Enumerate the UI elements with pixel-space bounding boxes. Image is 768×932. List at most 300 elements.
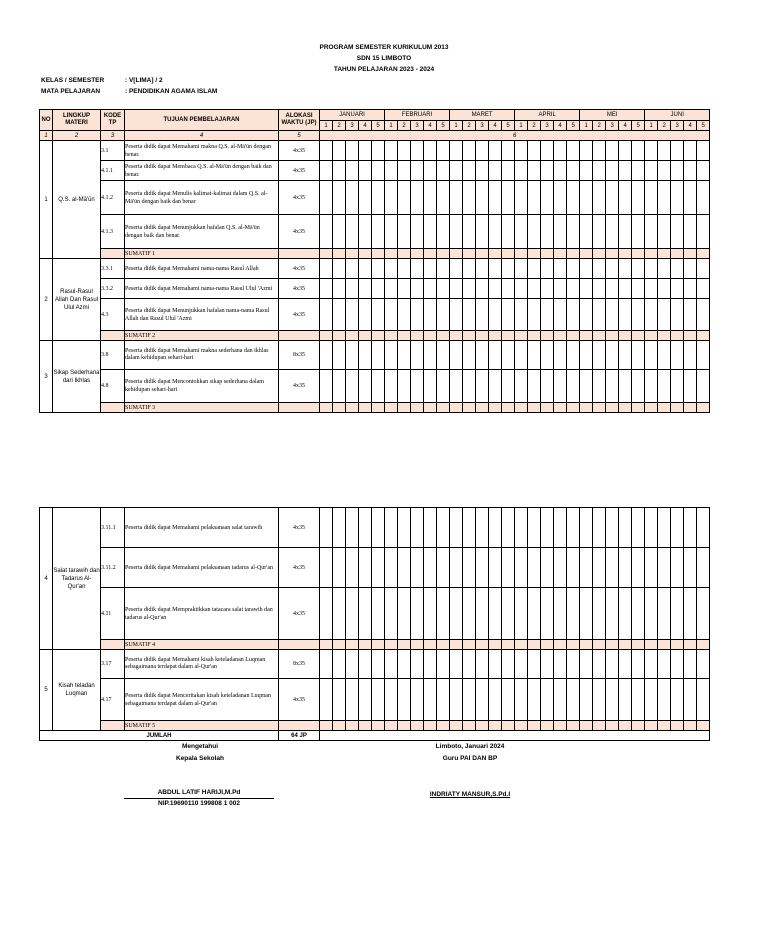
week-cell	[684, 370, 697, 403]
week-cell	[528, 548, 541, 588]
week-cell	[398, 588, 411, 640]
sumatif-row	[40, 331, 710, 341]
week-cell	[320, 650, 333, 679]
week-cell	[645, 259, 658, 279]
week-cell	[619, 259, 632, 279]
week-cell	[528, 279, 541, 299]
week-cell	[346, 249, 359, 259]
week-cell	[398, 403, 411, 413]
kode-tp: 4.1.1	[101, 161, 125, 181]
week-header: 5	[437, 121, 450, 131]
week-cell	[476, 259, 489, 279]
week-cell	[398, 721, 411, 731]
sumatif-row	[40, 640, 710, 650]
week-cell	[632, 141, 645, 161]
week-cell	[450, 279, 463, 299]
week-cell	[515, 299, 528, 331]
tujuan-pembelajaran: Peserta didik dapat Memahami pelaksanaan salat tarawih	[125, 508, 279, 548]
sumatif-row	[40, 249, 710, 259]
week-cell	[528, 249, 541, 259]
kode-tp: 4.3	[101, 299, 125, 331]
kode-tp: 3.17	[101, 650, 125, 679]
week-cell	[658, 141, 671, 161]
week-cell	[528, 181, 541, 215]
week-header: 1	[580, 121, 593, 131]
week-cell	[502, 249, 515, 259]
col-tujuan: TUJUAN PEMBELAJARAN	[125, 110, 279, 131]
table-row	[40, 650, 710, 679]
week-cell	[645, 508, 658, 548]
week-cell	[580, 548, 593, 588]
week-cell	[437, 279, 450, 299]
week-cell	[515, 548, 528, 588]
week-cell	[333, 215, 346, 249]
week-cell	[476, 721, 489, 731]
week-cell	[567, 588, 580, 640]
tujuan-pembelajaran: Peserta didik dapat Memahami pelaksanaan tadarus al-Qur'an	[125, 548, 279, 588]
alokasi-waktu: 8x35	[279, 650, 320, 679]
program-table-top	[39, 109, 710, 413]
week-cell	[541, 679, 554, 721]
week-cell	[463, 640, 476, 650]
week-cell	[372, 299, 385, 331]
week-cell	[645, 331, 658, 341]
week-cell	[489, 259, 502, 279]
week-cell	[619, 679, 632, 721]
alokasi-waktu: 4x35	[279, 548, 320, 588]
week-cell	[580, 370, 593, 403]
week-cell	[385, 279, 398, 299]
week-cell	[333, 249, 346, 259]
week-cell	[463, 215, 476, 249]
week-cell	[697, 679, 710, 721]
week-cell	[567, 548, 580, 588]
week-cell	[359, 640, 372, 650]
week-cell	[411, 161, 424, 181]
week-cell	[515, 341, 528, 370]
sig-left-name: ABDUL LATIF HARIJI,M.Pd	[157, 789, 241, 796]
week-cell	[580, 331, 593, 341]
week-cell	[684, 508, 697, 548]
week-cell	[658, 679, 671, 721]
week-cell	[541, 181, 554, 215]
sig-left-title1: Mengetahui	[181, 743, 219, 750]
week-cell	[697, 299, 710, 331]
week-cell	[450, 341, 463, 370]
week-cell	[398, 161, 411, 181]
week-header: 3	[606, 121, 619, 131]
week-cell	[606, 215, 619, 249]
colnum: 6	[320, 131, 710, 141]
week-cell	[372, 370, 385, 403]
week-cell	[411, 640, 424, 650]
week-cell	[424, 299, 437, 331]
week-cell	[476, 299, 489, 331]
week-cell	[554, 370, 567, 403]
week-cell	[424, 331, 437, 341]
week-cell	[346, 279, 359, 299]
week-cell	[632, 370, 645, 403]
week-cell	[632, 341, 645, 370]
week-cell	[554, 259, 567, 279]
week-cell	[593, 161, 606, 181]
week-cell	[554, 299, 567, 331]
sumatif-label: SUMATIF 2	[125, 331, 279, 341]
week-cell	[489, 161, 502, 181]
week-cell	[489, 341, 502, 370]
week-cell	[346, 650, 359, 679]
week-cell	[632, 215, 645, 249]
week-cell	[593, 650, 606, 679]
week-cell	[333, 161, 346, 181]
week-cell	[619, 403, 632, 413]
week-cell	[619, 640, 632, 650]
week-cell	[541, 259, 554, 279]
week-cell	[320, 640, 333, 650]
week-cell	[515, 640, 528, 650]
week-cell	[333, 341, 346, 370]
week-cell	[320, 279, 333, 299]
alokasi-waktu: 4x35	[279, 370, 320, 403]
week-cell	[346, 721, 359, 731]
week-cell	[411, 548, 424, 588]
week-cell	[450, 548, 463, 588]
kode-tp: 4.17	[101, 679, 125, 721]
week-cell	[580, 650, 593, 679]
week-cell	[437, 181, 450, 215]
week-cell	[671, 161, 684, 181]
week-cell	[567, 721, 580, 731]
unit-no: 1	[40, 141, 53, 259]
kode-tp: 3.11.1	[101, 508, 125, 548]
week-cell	[502, 161, 515, 181]
week-cell	[619, 721, 632, 731]
week-cell	[567, 370, 580, 403]
week-cell	[619, 299, 632, 331]
week-cell	[489, 721, 502, 731]
week-cell	[593, 403, 606, 413]
week-cell	[671, 650, 684, 679]
week-cell	[632, 721, 645, 731]
week-cell	[632, 299, 645, 331]
week-cell	[671, 299, 684, 331]
week-cell	[359, 141, 372, 161]
week-cell	[632, 161, 645, 181]
week-cell	[502, 215, 515, 249]
alokasi-waktu: 4x35	[279, 259, 320, 279]
week-cell	[372, 650, 385, 679]
table-row	[40, 299, 710, 331]
week-cell	[502, 259, 515, 279]
week-cell	[398, 508, 411, 548]
week-cell	[424, 548, 437, 588]
week-cell	[606, 679, 619, 721]
week-cell	[385, 640, 398, 650]
week-cell	[684, 331, 697, 341]
week-header: 3	[671, 121, 684, 131]
mapel-label: MATA PELAJARAN	[41, 88, 101, 95]
week-cell	[645, 548, 658, 588]
table-row	[40, 259, 710, 279]
week-cell	[684, 679, 697, 721]
week-cell	[697, 721, 710, 731]
week-cell	[450, 181, 463, 215]
week-cell	[359, 403, 372, 413]
week-cell	[541, 141, 554, 161]
week-cell	[515, 279, 528, 299]
week-cell	[593, 249, 606, 259]
week-cell	[437, 249, 450, 259]
week-cell	[658, 548, 671, 588]
table-row	[40, 215, 710, 249]
week-cell	[411, 141, 424, 161]
week-cell	[567, 650, 580, 679]
week-cell	[619, 279, 632, 299]
week-header: 1	[450, 121, 463, 131]
week-header: 4	[619, 121, 632, 131]
week-header: 1	[385, 121, 398, 131]
week-cell	[359, 548, 372, 588]
week-cell	[671, 331, 684, 341]
week-cell	[541, 640, 554, 650]
month-header: JUNI	[645, 110, 710, 121]
week-cell	[450, 259, 463, 279]
week-cell	[606, 161, 619, 181]
week-cell	[697, 640, 710, 650]
week-cell	[632, 588, 645, 640]
week-cell	[502, 721, 515, 731]
week-cell	[619, 341, 632, 370]
week-cell	[437, 370, 450, 403]
week-cell	[684, 640, 697, 650]
week-cell	[554, 341, 567, 370]
week-cell	[606, 259, 619, 279]
week-cell	[645, 141, 658, 161]
sumatif-label: SUMATIF 1	[125, 249, 279, 259]
week-cell	[502, 640, 515, 650]
week-cell	[619, 508, 632, 548]
kode-tp: 3.1	[101, 141, 125, 161]
kode-tp: 4.11	[101, 588, 125, 640]
week-cell	[567, 249, 580, 259]
week-cell	[320, 548, 333, 588]
week-cell	[320, 215, 333, 249]
week-cell	[515, 181, 528, 215]
month-header: JANUARI	[320, 110, 385, 121]
week-cell	[567, 215, 580, 249]
week-cell	[437, 403, 450, 413]
week-cell	[346, 161, 359, 181]
week-cell	[476, 650, 489, 679]
week-cell	[476, 279, 489, 299]
week-cell	[463, 341, 476, 370]
week-cell	[541, 548, 554, 588]
week-cell	[489, 650, 502, 679]
week-cell	[632, 548, 645, 588]
week-cell	[411, 679, 424, 721]
table-row	[40, 279, 710, 299]
tujuan-pembelajaran: Peserta didik dapat Menulis kalimat-kalimat dalam Q.S. al-Mā'ūn dengan baik dan benar	[125, 181, 279, 215]
week-cell	[671, 249, 684, 259]
week-cell	[528, 259, 541, 279]
alokasi-waktu: 4x35	[279, 215, 320, 249]
week-cell	[320, 161, 333, 181]
week-cell	[398, 259, 411, 279]
week-cell	[580, 161, 593, 181]
week-cell	[645, 161, 658, 181]
month-header: MEI	[580, 110, 645, 121]
week-cell	[359, 259, 372, 279]
week-cell	[632, 508, 645, 548]
week-cell	[580, 299, 593, 331]
week-header: 3	[346, 121, 359, 131]
week-cell	[476, 508, 489, 548]
week-cell	[515, 721, 528, 731]
week-cell	[528, 161, 541, 181]
week-cell	[463, 650, 476, 679]
week-cell	[385, 588, 398, 640]
week-cell	[619, 215, 632, 249]
week-cell	[528, 403, 541, 413]
week-cell	[502, 403, 515, 413]
week-cell	[567, 299, 580, 331]
week-cell	[476, 370, 489, 403]
week-cell	[450, 403, 463, 413]
week-cell	[411, 341, 424, 370]
sumatif-row	[40, 721, 710, 731]
week-cell	[541, 403, 554, 413]
week-cell	[684, 181, 697, 215]
week-cell	[684, 721, 697, 731]
week-cell	[489, 331, 502, 341]
colnum: 5	[279, 131, 320, 141]
week-cell	[528, 679, 541, 721]
week-cell	[450, 161, 463, 181]
week-cell	[463, 299, 476, 331]
week-cell	[619, 548, 632, 588]
week-cell	[320, 508, 333, 548]
week-cell	[697, 588, 710, 640]
week-cell	[619, 161, 632, 181]
week-cell	[697, 508, 710, 548]
week-cell	[684, 161, 697, 181]
week-cell	[398, 640, 411, 650]
week-cell	[450, 141, 463, 161]
tujuan-pembelajaran: Peserta didik dapat Membaca Q.S. al-Mā'ūn dengan baik dan benar.	[125, 161, 279, 181]
week-cell	[372, 249, 385, 259]
week-cell	[554, 548, 567, 588]
week-cell	[398, 341, 411, 370]
week-cell	[645, 679, 658, 721]
week-header: 3	[411, 121, 424, 131]
week-cell	[385, 181, 398, 215]
table-row	[40, 679, 710, 721]
doc-title: PROGRAM SEMESTER KURIKULUM 2013	[319, 44, 449, 51]
week-header: 2	[463, 121, 476, 131]
week-cell	[411, 508, 424, 548]
week-cell	[580, 181, 593, 215]
week-cell	[580, 215, 593, 249]
week-cell	[671, 370, 684, 403]
week-cell	[671, 640, 684, 650]
week-cell	[450, 508, 463, 548]
week-cell	[437, 299, 450, 331]
week-cell	[346, 341, 359, 370]
week-cell	[385, 679, 398, 721]
week-cell	[346, 640, 359, 650]
week-cell	[398, 370, 411, 403]
week-cell	[411, 370, 424, 403]
week-cell	[697, 181, 710, 215]
week-cell	[697, 341, 710, 370]
week-cell	[697, 650, 710, 679]
week-cell	[580, 279, 593, 299]
week-cell	[437, 341, 450, 370]
week-cell	[528, 650, 541, 679]
week-cell	[359, 215, 372, 249]
week-cell	[359, 588, 372, 640]
week-cell	[489, 679, 502, 721]
week-cell	[658, 181, 671, 215]
week-cell	[320, 331, 333, 341]
week-cell	[398, 331, 411, 341]
week-cell	[567, 508, 580, 548]
week-cell	[320, 181, 333, 215]
week-cell	[333, 279, 346, 299]
month-header: FEBRUARI	[385, 110, 450, 121]
week-cell	[684, 259, 697, 279]
week-cell	[372, 331, 385, 341]
sig-left-title2: Kepala Sekolah	[175, 755, 225, 762]
week-cell	[684, 650, 697, 679]
week-header: 4	[359, 121, 372, 131]
week-cell	[359, 341, 372, 370]
week-cell	[606, 141, 619, 161]
week-cell	[346, 508, 359, 548]
table-row	[40, 141, 710, 161]
week-cell	[372, 721, 385, 731]
week-cell	[697, 279, 710, 299]
week-cell	[684, 215, 697, 249]
week-cell	[411, 259, 424, 279]
week-cell	[580, 640, 593, 650]
week-cell	[697, 249, 710, 259]
week-cell	[411, 299, 424, 331]
week-cell	[437, 640, 450, 650]
colnum: 1	[40, 131, 53, 141]
week-cell	[541, 331, 554, 341]
week-cell	[398, 650, 411, 679]
week-cell	[541, 215, 554, 249]
week-cell	[463, 181, 476, 215]
week-cell	[424, 588, 437, 640]
col-lingkup: LINGKUP MATERI	[53, 110, 101, 131]
sumatif-label: SUMATIF 3	[125, 403, 279, 413]
week-cell	[502, 341, 515, 370]
week-cell	[658, 161, 671, 181]
week-cell	[489, 299, 502, 331]
week-cell	[567, 141, 580, 161]
week-cell	[333, 721, 346, 731]
week-cell	[671, 181, 684, 215]
week-cell	[372, 141, 385, 161]
week-cell	[567, 341, 580, 370]
week-cell	[346, 299, 359, 331]
week-cell	[515, 508, 528, 548]
week-cell	[554, 215, 567, 249]
col-alokasi: ALOKASI WAKTU (JP)	[279, 110, 320, 131]
week-header: 3	[541, 121, 554, 131]
